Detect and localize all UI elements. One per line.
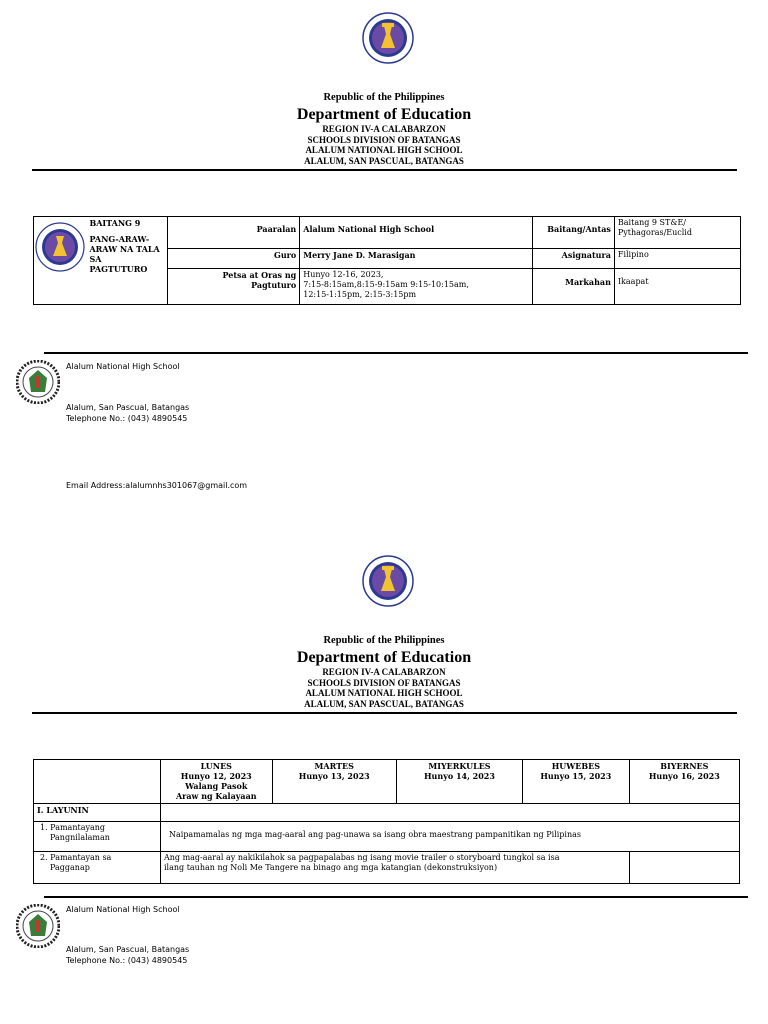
markahan-value: Ikaapat bbox=[614, 269, 740, 305]
baitang-value-1: Baitang 9 ST&E/ bbox=[617, 218, 687, 227]
guro-value: Merry Jane D. Marasigan bbox=[300, 249, 533, 269]
day-date: Hunyo 14, 2023 bbox=[424, 771, 495, 781]
footer-divider-line bbox=[44, 352, 748, 354]
deped-seal-icon bbox=[34, 217, 86, 277]
days-table-corner bbox=[34, 760, 161, 804]
petsa-value bbox=[300, 269, 533, 305]
asignatura-value: Filipino bbox=[614, 249, 740, 269]
asignatura-label: Asignatura bbox=[533, 249, 615, 269]
day-header-lunes bbox=[160, 760, 272, 804]
division-text: SCHOOLS DIVISION OF BATANGAS bbox=[307, 134, 461, 145]
row1-content: Naipamamalas ng mga mag-aaral ang pag-unawa sa isang obra maestrang pampanitikan ng Pilipinas bbox=[160, 822, 739, 852]
school-logo-icon bbox=[16, 360, 60, 404]
row2-content bbox=[160, 852, 629, 884]
baitang-label: Baitang/Antas bbox=[533, 217, 615, 249]
day-date: Hunyo 13, 2023 bbox=[298, 771, 370, 781]
day-note: Araw ng Kalayaan bbox=[175, 791, 257, 801]
petsa-value-3: 12:15-1:15pm, 2:15-3:15pm bbox=[303, 290, 417, 299]
day-name: MARTES bbox=[314, 761, 354, 771]
row1-label-2: Pangnilalaman bbox=[50, 833, 110, 842]
row2-label bbox=[34, 852, 161, 884]
baitang-value bbox=[614, 217, 740, 249]
footer-telephone: Telephone No.: (043) 4890545 bbox=[66, 956, 188, 965]
day-date: Hunyo 16, 2023 bbox=[648, 771, 720, 781]
school-text: ALALUM NATIONAL HIGH SCHOOL bbox=[305, 688, 463, 698]
row2-content-2: ilang tauhan ng Noli Me Tangere na binago ang mga katangian (dekonstruksiyon) bbox=[163, 863, 498, 872]
school-logo-icon bbox=[16, 904, 60, 948]
day-header-biyernes bbox=[629, 760, 739, 804]
day-header-huwebes bbox=[523, 760, 630, 804]
divider-line bbox=[32, 712, 737, 714]
footer-divider-line bbox=[44, 896, 748, 898]
markahan-label: Markahan bbox=[533, 269, 615, 305]
republic-text: Republic of the Philippines bbox=[323, 92, 445, 103]
log-title-4: PAGTUTURO bbox=[89, 264, 148, 274]
republic-text: Republic of the Philippines bbox=[323, 635, 445, 646]
region-text: REGION IV-A CALABARZON bbox=[322, 124, 446, 134]
info-table-logo-cell bbox=[34, 217, 87, 305]
address-text: ALALUM, SAN PASCUAL, BATANGAS bbox=[304, 155, 464, 166]
day-date: Hunyo 15, 2023 bbox=[540, 771, 612, 781]
deped-seal-icon bbox=[362, 555, 414, 607]
letterhead bbox=[0, 92, 768, 166]
info-table bbox=[33, 216, 741, 305]
region-text: REGION IV-A CALABARZON bbox=[322, 667, 446, 677]
letterhead-page-2 bbox=[0, 635, 768, 709]
deped-seal-icon bbox=[362, 12, 414, 64]
log-title-1: PANG-ARAW- bbox=[89, 234, 150, 244]
footer-school-name: Alalum National High School bbox=[66, 905, 180, 914]
petsa-value-2: 7:15-8:15am,8:15-9:15am 9:15-10:15am, bbox=[303, 280, 469, 289]
lesson-title-cell bbox=[86, 217, 167, 305]
divider-line bbox=[32, 169, 737, 171]
row1-label-1: 1. Pamantayang bbox=[40, 823, 106, 832]
petsa-label bbox=[168, 269, 300, 305]
guro-label: Guro bbox=[168, 249, 300, 269]
footer-address: Alalum, San Pascual, Batangas bbox=[66, 945, 190, 954]
baitang-value-2: Pythagoras/Euclid bbox=[617, 228, 692, 237]
footer-telephone: Telephone No.: (043) 4890545 bbox=[66, 414, 188, 423]
petsa-value-1: Hunyo 12-16, 2023, bbox=[303, 270, 384, 279]
day-note: Walang Pasok bbox=[185, 781, 248, 791]
paaralan-label: Paaralan bbox=[168, 217, 300, 249]
footer-school-name: Alalum National High School bbox=[66, 362, 180, 371]
footer-address: Alalum, San Pascual, Batangas bbox=[66, 403, 190, 412]
layunin-heading: I. LAYUNIN bbox=[34, 804, 161, 822]
department-title: Department of Education bbox=[296, 106, 472, 123]
footer-email: Email Address:alalumnhs301067@gmail.com bbox=[66, 481, 248, 490]
division-text: SCHOOLS DIVISION OF BATANGAS bbox=[307, 677, 461, 688]
log-title-3: SA bbox=[89, 254, 102, 264]
row2-label-1: 2. Pamantayan sa bbox=[40, 853, 112, 862]
day-header-martes bbox=[272, 760, 396, 804]
department-title: Department of Education bbox=[296, 649, 472, 666]
school-text: ALALUM NATIONAL HIGH SCHOOL bbox=[305, 145, 463, 155]
row1-label bbox=[34, 822, 161, 852]
petsa-label-1: Petsa at Oras ng bbox=[222, 270, 297, 280]
day-name: BIYERNES bbox=[660, 761, 709, 771]
address-text: ALALUM, SAN PASCUAL, BATANGAS bbox=[304, 698, 464, 709]
day-name: LUNES bbox=[200, 761, 232, 771]
day-header-miyerkules bbox=[396, 760, 522, 804]
petsa-label-2: Pagtuturo bbox=[251, 280, 297, 290]
grade-title: BAITANG 9 bbox=[89, 218, 141, 228]
paaralan-value: Alalum National High School bbox=[300, 217, 533, 249]
row2-content-1: Ang mag-aaral ay nakikilahok sa pagpapalabas ng isang movie trailer o storyboard tungkol sa isa bbox=[163, 853, 560, 862]
row2-blank bbox=[629, 852, 739, 884]
day-name: MIYERKULES bbox=[428, 761, 491, 771]
day-name: HUWEBES bbox=[551, 761, 600, 771]
row2-label-2: Pagganap bbox=[50, 863, 90, 872]
layunin-blank bbox=[160, 804, 739, 822]
log-title-2: ARAW NA TALA bbox=[89, 244, 160, 254]
days-table bbox=[33, 759, 740, 884]
day-date: Hunyo 12, 2023 bbox=[180, 771, 252, 781]
